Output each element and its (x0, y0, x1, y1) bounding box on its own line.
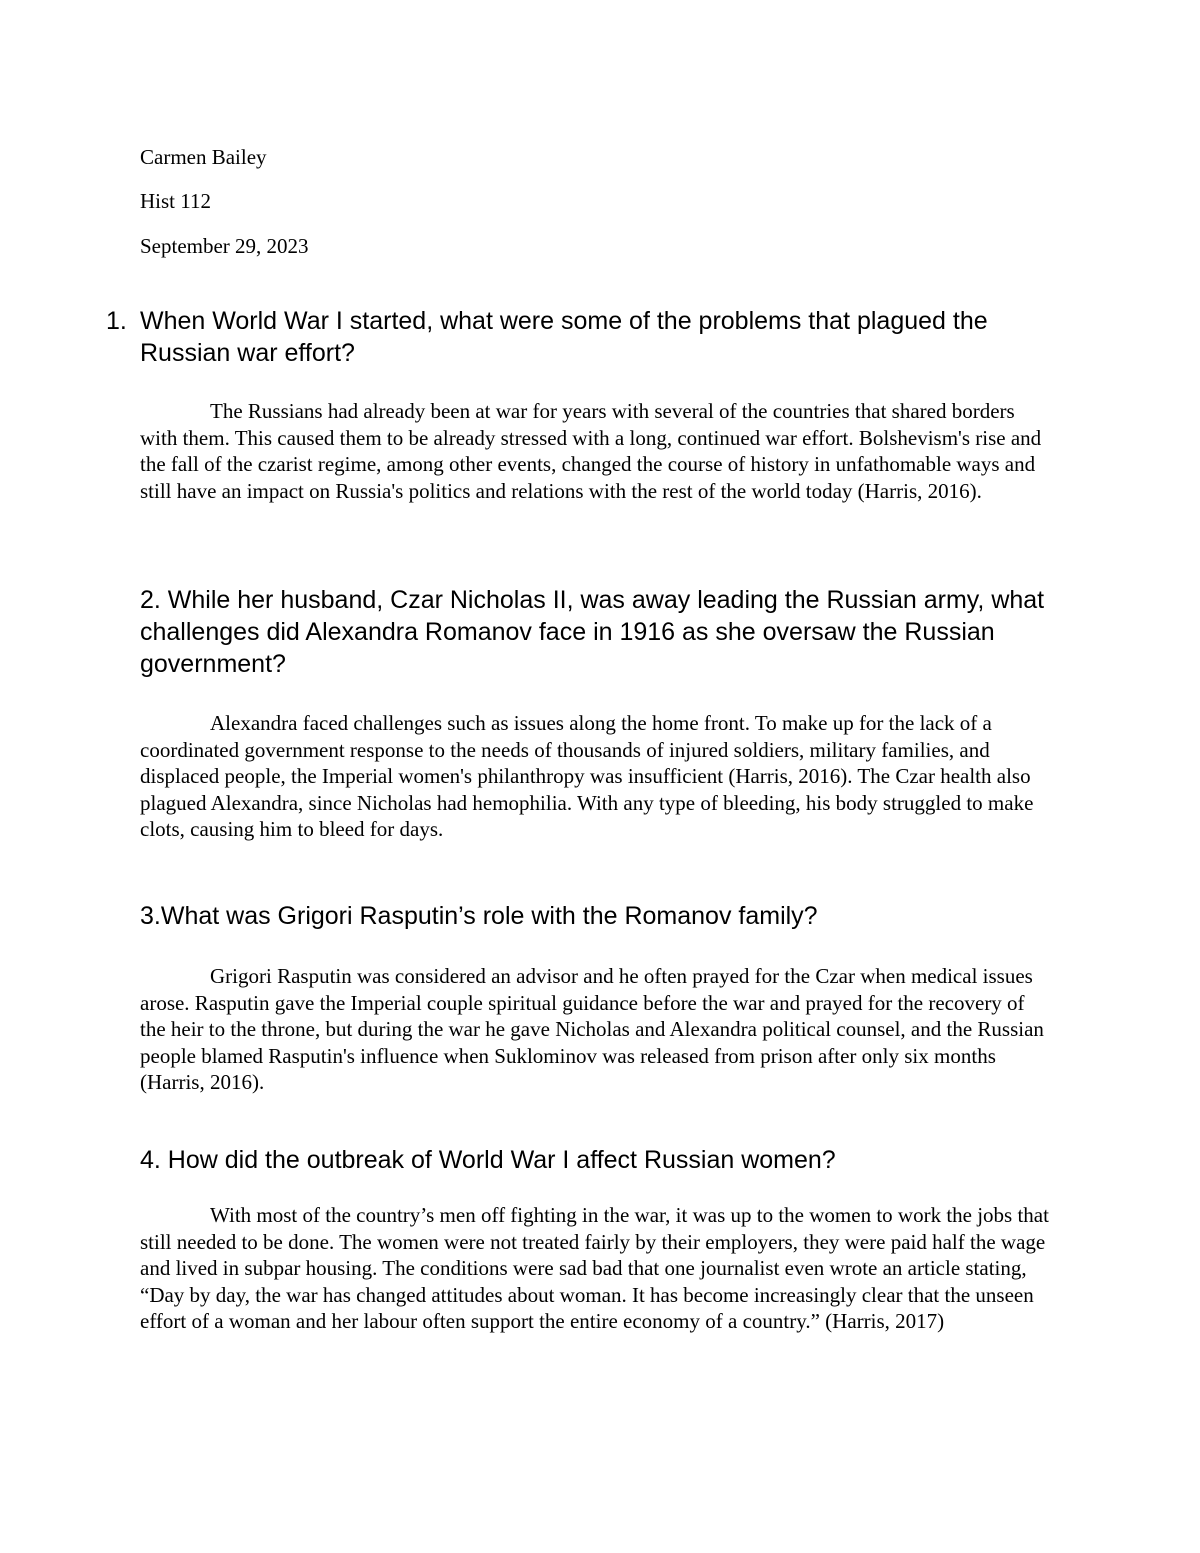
course-name: Hist 112 (140, 189, 211, 213)
answer-2: Alexandra faced challenges such as issues along the home front. To make up for the lack of a coordinated government response to the needs of thousands of injured soldiers, military families, and displaced people, the Imperial women's philanthropy was insufficient (Harris, 2016). The Czar health also plagued Alexandra, since Nicholas had hemophilia. With any type of bleeding, his body struggled to make clots, causing him to bleed for days. (140, 711, 1034, 842)
answer-4: With most of the country’s men off fighting in the war, it was up to the women to work the jobs that still needed to be done. The women were not treated fairly by their employers, they were paid half the wage and lived in subpar housing. The conditions were sad bad that one journalist even wrote an article stating, “Day by day, the war has changed attitudes about woman. It has become increasingly clear that the unseen effort of a woman and her labour often support the entire economy of a country.” (Harris, 2017) (140, 1203, 1049, 1334)
question-1-text: When World War I started, what were some of the problems that plagued the Russian war effort? (140, 307, 988, 367)
question-1-number: 1. (106, 307, 127, 335)
question-2: 2. While her husband, Czar Nicholas II, was away leading the Russian army, what challenges did Alexandra Romanov face in 1916 as she oversaw the Russian government? (140, 586, 1045, 678)
document-date: September 29, 2023 (140, 234, 309, 258)
answer-3: Grigori Rasputin was considered an advisor and he often prayed for the Czar when medical issues arose. Rasputin gave the Imperial couple spiritual guidance before the war and prayed for the recovery of the heir to the throne, but during the war he gave Nicholas and Alexandra political counsel, and the Russian people blamed Rasputin's influence when Suklominov was released from prison after only six months (Harris, 2016). (140, 964, 1044, 1095)
question-3: 3.What was Grigori Rasputin’s role with the Romanov family? (140, 902, 818, 930)
question-1 (106, 305, 1060, 369)
author-name: Carmen Bailey (140, 145, 267, 169)
question-4: 4. How did the outbreak of World War I affect Russian women? (140, 1146, 836, 1174)
answer-1: The Russians had already been at war for years with several of the countries that shared borders with them. This caused them to be already stressed with a long, continued war effort. Bolshevism's rise and the fall of the czarist regime, among other events, changed the course of history in unfathomable ways and still have an impact on Russia's politics and relations with the rest of the world today (Harris, 2016). (140, 399, 1042, 503)
